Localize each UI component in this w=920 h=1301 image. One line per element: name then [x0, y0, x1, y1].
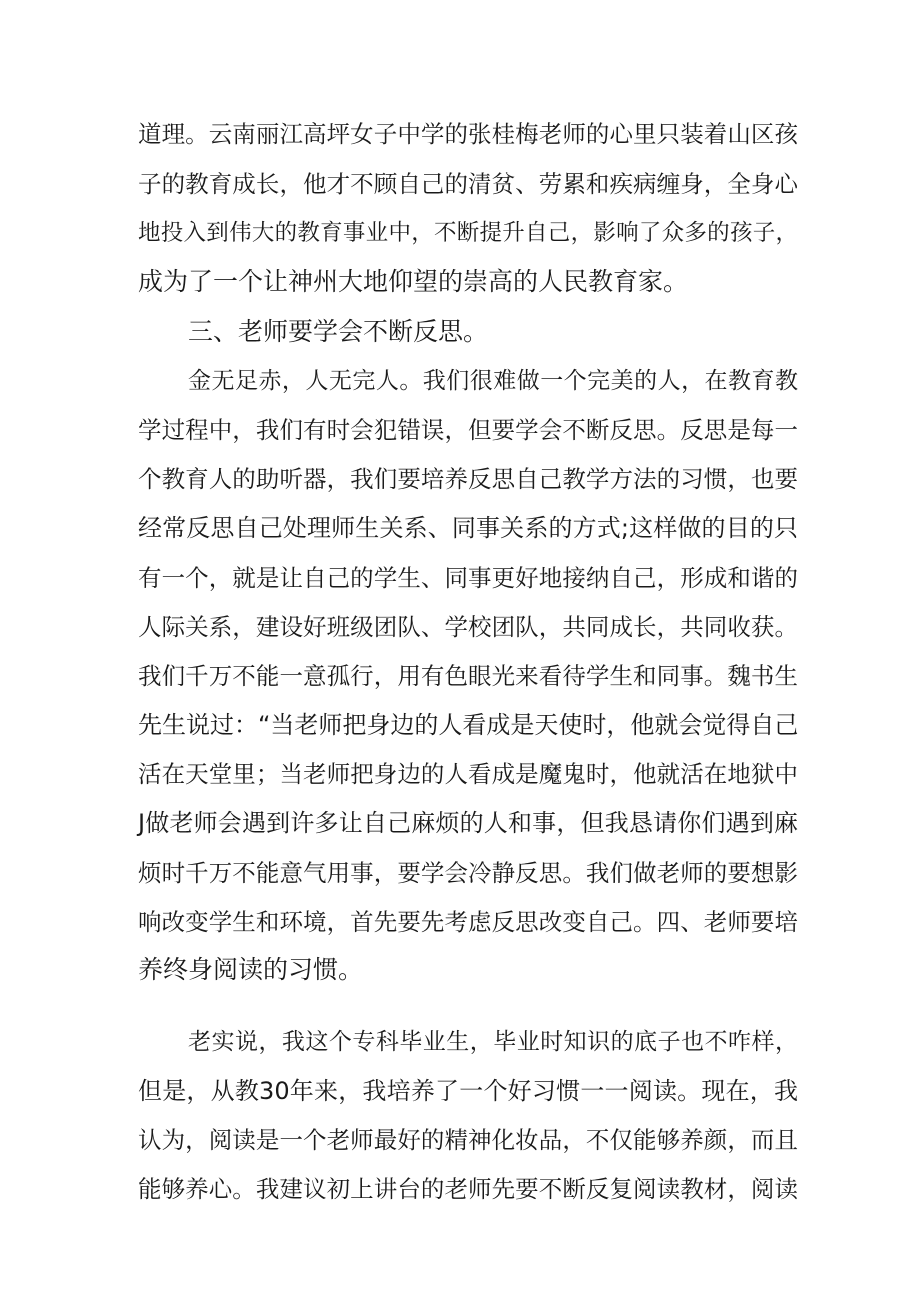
text-line: 养终身阅读的习惯。: [138, 955, 364, 984]
text-line: 活在天堂里；当老师把身边的人看成是魔鬼时，他就活在地狱中: [138, 760, 798, 788]
text-line: 成为了一个让神州大地仰望的崇高的人民教育家。: [138, 267, 689, 296]
text-line: 地投入到伟大的教育事业中，不断提升自己，影响了众多的孩子，: [138, 220, 798, 246]
text-line: 人际关系，建设好班级团队、学校团队，共同成长，共同收获。: [138, 613, 798, 641]
text-line: 认为，阅读是一个老师最好的精神化妆品，不仅能够养颜，而且: [138, 1126, 798, 1154]
text-line: 个教育人的助听器，我们要培养反思自己教学方法的习惯，也要: [138, 465, 798, 493]
text-line: 道理。云南丽江高坪女子中学的张桂梅老师的心里只装着山区孩: [138, 120, 798, 148]
text-line: 能够养心。我建议初上讲台的老师先要不断反复阅读教材，阅读: [138, 1175, 798, 1203]
text-line: 先生说过：“当老师把身边的人看成是天使时，他就会觉得自己: [138, 711, 799, 739]
text-line: 烦时千万不能意气用事，要学会冷静反思。我们做老师的要想影: [138, 859, 798, 887]
text-line: 子的教育成长，他才不顾自己的清贫、劳累和疾病缠身，全身心: [138, 170, 798, 198]
text-line: 金无足赤，人无完人。我们很难做一个完美的人，在教育教: [188, 368, 798, 394]
text-line: 我们千万不能一意孤行，用有色眼光来看待学生和同事。魏书生: [138, 662, 798, 690]
text-line: 学过程中，我们有时会犯错误，但要学会不断反思。反思是每一: [138, 416, 798, 444]
text-line: 有一个，就是让自己的学生、同事更好地接纳自己，形成和谐的: [138, 564, 798, 592]
text-line: 但是，从教30年来，我培养了一个好习惯一一阅读。现在，我: [138, 1077, 798, 1105]
text-line: J做老师会遇到许多让自己麻烦的人和事，但我恳请你们遇到麻: [138, 809, 798, 837]
text-line: 经常反思自己处理师生关系、同事关系的方式;这样做的目的只: [138, 514, 798, 542]
text-line: 老实说，我这个专科毕业生，毕业时知识的底子也不咋样，: [188, 1029, 798, 1055]
section-heading: 三、老师要学会不断反思。: [188, 317, 489, 346]
text-line: 响改变学生和环境，首先要先考虑反思改变自己。四、老师要培: [138, 908, 798, 936]
